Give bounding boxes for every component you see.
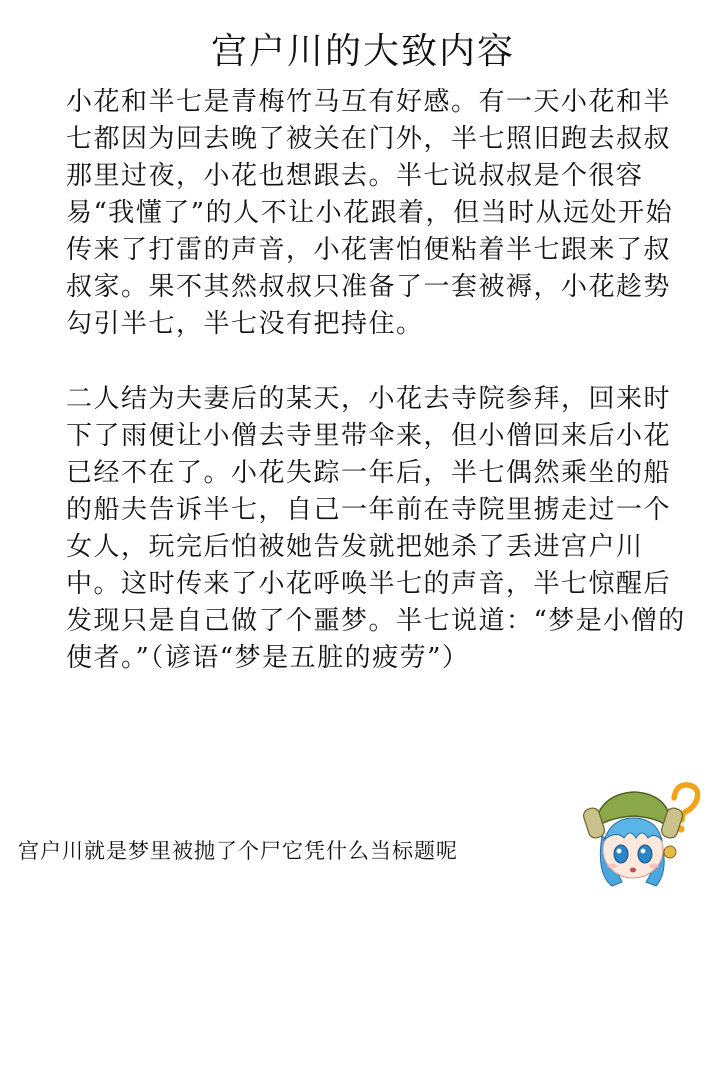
chibi-girl-question-icon <box>572 778 704 890</box>
paragraph-2: 二人结为夫妻后的某天，小花去寺院参拜，回来时下了雨便让小僧去寺里带伞来，但小僧回来后小花已经不在了。小花失踪一年后，半七偶然乘坐的船的船夫告诉半七，自己一年前在寺院里掳走过一个女人，玩完后怕被她告发就把她杀了丢进宫户川中。这时传来了小花呼唤半七的声音，半七惊醒后发现只是自己做了个噩梦。半七说道：“梦是小僧的使者。”（谚语“梦是五脏的疲劳”） <box>66 384 686 673</box>
paragraph-1: 小花和半七是青梅竹马互有好感。有一天小花和半七都因为回去晚了被关在门外，半七照旧跑去叔叔那里过夜，小花也想跟去。半七说叔叔是个很容易“我懂了”的人不让小花跟着，但当时从远处开始传来了打雷的声音，小花害怕便粘着半七跟来了叔叔家。果不其然叔叔只准备了一套被褥，小花趁势勾引半七，半七没有把持住。 <box>66 87 674 339</box>
page-title: 宫户川的大致内容 <box>210 31 515 72</box>
mascot-illustration <box>572 778 704 890</box>
caption-text: 宫户川就是梦里被抛了个尸它凭什么当标题呢 <box>18 839 458 863</box>
